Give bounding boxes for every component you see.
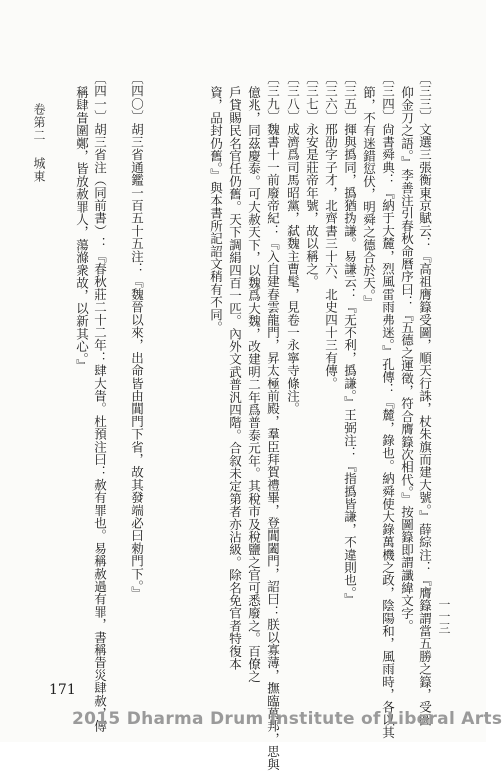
page-number: 171 <box>49 682 76 698</box>
text-column: 〔三四〕尙書舜典：『納于大麓，烈風雷雨弗迷。』孔傳：『麓，錄也。納舜使大錄萬機之政，陰陽和，風雨時，各以其 <box>380 72 396 739</box>
text-column: 節，不有迷錯愆伏，明舜之德合於天。』 <box>361 86 377 309</box>
text-column: 戶貸賜民名官任仍舊。天下調絹四百一匹。內外文武普汎四階。合叙未定第者亦沾級。除名免官者特復本 <box>227 86 243 671</box>
text-column: 〔三五〕揮與撝同，撝猶㧑謙。易謙云：『无不利，撝謙。』王弼注：『指撝皆謙，不違則也。』 <box>342 72 358 606</box>
text-column: 〔三三〕文選三張衡東京賦云：『高祖膺籙受圖，順天行誅，杖朱旗而建大號。』薛綜注：『膺籙謂當五勝之籙，受圖 <box>417 72 433 727</box>
text-column: 資，品封仍舊。』與本書所記詔文稍有不同。 <box>208 86 224 334</box>
folio-number: 一一三 <box>437 598 451 634</box>
running-head: 卷第二 城東 <box>32 103 46 183</box>
text-column: 仰金刀之語。』李善注引春秋命曆序曰：『五德之運徵，符合膺籙次相代。』按圖籙即謂讖緯文字。 <box>399 86 415 633</box>
text-column: 稱肆眚圍鄭，皆放赦罪人，蕩滌衆故，以新其心。』 <box>74 86 90 372</box>
text-column: 〔四〇〕胡三省通鑑一百五十五注：『魏晉以來，出命皆由閶門下省，故其發端必曰勑門下。』 <box>129 72 145 600</box>
text-column: 〔三八〕成濟爲司馬昭黨，弑魏主曹髦，見卷一永寧寺條注。 <box>285 72 301 415</box>
text-column: 〔三七〕永安是莊帝年號，故以稱之。 <box>304 72 320 288</box>
text-column: 〔三九〕魏書十一前廢帝紀：『入自建春雲龍門，昇太極前殿，羣臣拜賀禮畢，登閶闔門，詔曰：朕以寡薄，撫臨萬邦，思與 <box>265 72 281 771</box>
watermark-text: 2015 Dharma Drum Institute of Liberal Arts <box>72 709 502 729</box>
text-column: 〔三六〕邢劭字子才，北齊書三十六、北史四十三有傳。 <box>323 72 339 390</box>
text-column: 億兆，同茲慶泰。可大赦天下，以魏爲大魏，改建明二年爲普泰元年。其稅市及稅鹽之官可悉廢之。百僚之 <box>246 86 262 683</box>
text-column: 〔四一〕胡三省注（同前書）：『春秋莊二十二年：肆大眚。杜預注曰：赦有罪也。易稱赦過有罪，書稱眚災肆赦，傳 <box>92 72 108 733</box>
